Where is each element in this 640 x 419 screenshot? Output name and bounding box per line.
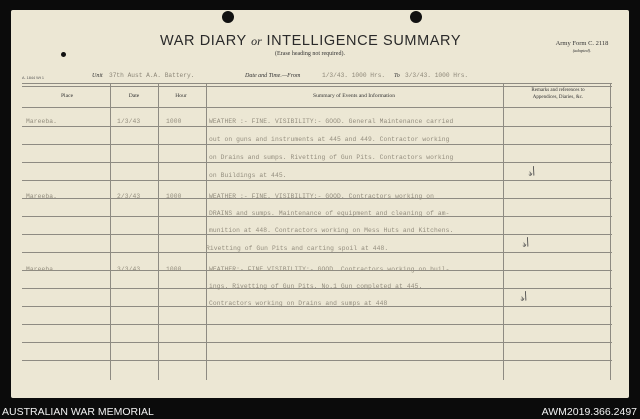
entry-line: on Buildings at 445. — [209, 172, 287, 179]
entry-line: DRAINS and sumps. Maintenance of equipment and cleaning of am- — [209, 210, 450, 217]
entry-line: WEATHER :- FINE. VISIBILITY:- GOOD. Contractors working on — [209, 193, 434, 200]
diary-sheet — [11, 10, 629, 398]
entry-place: Mareeba. — [26, 118, 58, 125]
punch-hole — [61, 52, 66, 57]
from-value: 1/3/43. 1000 Hrs. — [322, 72, 386, 79]
column-header-remarks-1: Remarks and references to — [531, 88, 585, 93]
entry-line: Contractors working on Drains and sumps at 448 — [209, 300, 388, 307]
column-rule — [110, 84, 111, 380]
footer-accession-number: AWM2019.366.2497 — [541, 406, 637, 418]
entry-place: Mareeba — [26, 266, 54, 273]
initials-mark: 𝓈/ — [525, 164, 538, 179]
title-intelligence-summary: INTELLIGENCE SUMMARY — [266, 33, 462, 49]
initials-mark: 𝓈/ — [519, 235, 532, 250]
entry-line: out on guns and instruments at 445 and 449. Contractor working — [209, 136, 450, 143]
column-header-place: Place — [60, 93, 74, 99]
entry-place: Mareeba. — [26, 193, 58, 200]
entry-date: 1/3/43 — [117, 118, 141, 125]
title-or: or — [251, 34, 262, 48]
to-label: To — [394, 73, 400, 79]
column-header-date: Date — [128, 93, 140, 99]
form-subtitle: (Erase heading not required). — [275, 51, 345, 57]
unit-label: Unit — [92, 73, 103, 79]
army-form-number: Army Form C. 2118 — [555, 40, 609, 47]
entry-line: on Drains and sumps. Rivetting of Gun Pits. Contractors working — [209, 154, 454, 161]
form-title — [160, 33, 460, 49]
column-rule — [158, 84, 159, 380]
entry-date: 3/3/43 — [117, 266, 141, 273]
to-value: 3/3/43. 1000 Hrs. — [405, 72, 469, 79]
column-rule — [503, 84, 504, 380]
entry-hour: 1000 — [166, 193, 182, 200]
print-code: A. 1844 Wt 1 — [22, 76, 44, 80]
datetime-label: Date and Time.—From — [245, 73, 301, 79]
column-header-remarks-2: Appendices, Diaries, &c. — [532, 95, 584, 100]
footer-institution: AUSTRALIAN WAR MEMORIAL — [2, 406, 154, 418]
unit-value: 37th Aust A.A. Battery. — [109, 72, 195, 79]
entry-hour: 1000 — [166, 266, 182, 273]
initials-mark: 𝓈/ — [517, 289, 530, 304]
title-war-diary: WAR DIARY — [160, 33, 247, 49]
column-rule — [206, 84, 207, 380]
column-header-hour: Hour — [175, 93, 187, 99]
column-header-summary: Summary of Events and Information — [312, 93, 396, 99]
punch-hole — [410, 11, 422, 23]
entry-line: Rivetting of Gun Pits and carting spoil at 448. — [206, 245, 389, 252]
entry-line: ings. Rivetting of Gun Pits. No.1 Gun completed at 445. — [209, 283, 423, 290]
entry-line: munition at 448. Contractors working on Mess Huts and Kitchens. — [209, 227, 454, 234]
punch-hole — [222, 11, 234, 23]
entry-date: 2/3/43 — [117, 193, 141, 200]
entry-line: WEATHER:- FINE VISIBILITY:- GOOD. Contractors working on buil- — [209, 266, 450, 273]
column-rule — [610, 84, 611, 380]
army-form-adapted: (adapted). — [572, 48, 592, 53]
entry-line: WEATHER :- FINE. VISIBILITY:- GOOD. General Maintenance carried — [209, 118, 454, 125]
entry-hour: 1000 — [166, 118, 182, 125]
